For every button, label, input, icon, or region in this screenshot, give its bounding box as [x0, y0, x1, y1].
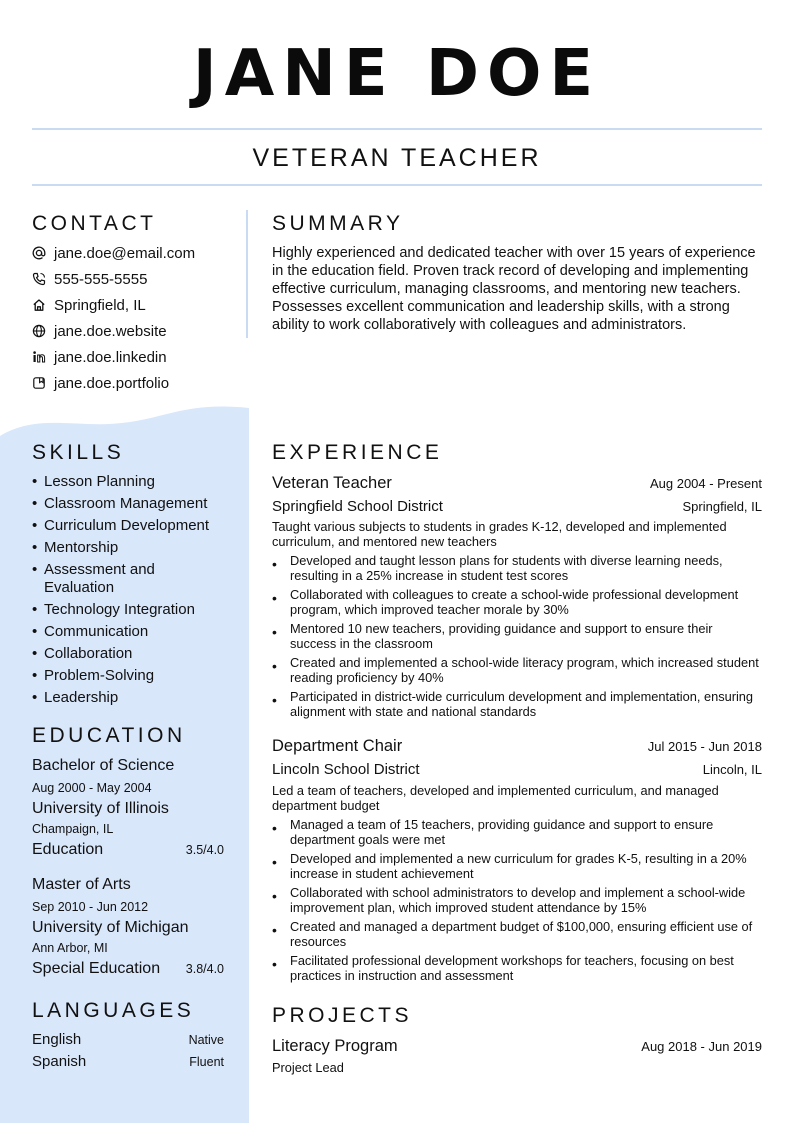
education-field-row	[32, 840, 224, 860]
job-role: Veteran Teacher	[272, 474, 392, 492]
contact-email[interactable]	[32, 240, 195, 266]
job-dates: Aug 2004 - Present	[649, 476, 762, 491]
job-bullet: • Collaborated with colleagues to create a school-wide professional development program, which improved teacher morale by 30%	[272, 587, 739, 617]
skill-item: • Problem-Solving	[32, 667, 155, 684]
globe-icon	[32, 324, 46, 338]
job-bullet: • Created and managed a department budget of $100,000, ensuring efficient use of resources	[272, 919, 753, 949]
job-bullet: • Mentored 10 new teachers, providing guidance and support to ensure their success in the classroom	[272, 621, 713, 651]
job-bullet: • Participated in district-wide curriculum development and implementation, ensuring alignment with state and national standards	[272, 689, 754, 719]
project-role: Project Lead	[272, 1060, 344, 1075]
contact-heading: CONTACT	[32, 212, 157, 235]
experience-heading: EXPERIENCE	[272, 441, 443, 464]
skill-item: • Communication	[32, 623, 149, 640]
job-location: Lincoln, IL	[702, 762, 762, 777]
skills-heading: SKILLS	[32, 441, 125, 464]
contact-email-text: jane.doe@email.com	[54, 244, 196, 262]
project-name: Literacy Program	[272, 1037, 398, 1055]
skill-item: • Mentorship	[32, 539, 119, 556]
summary-heading: SUMMARY	[272, 212, 404, 235]
home-icon	[32, 298, 46, 312]
skill-item: • Technology Integration	[32, 601, 195, 618]
linkedin-icon	[32, 350, 46, 364]
phone-icon	[32, 272, 46, 286]
language-name: English	[32, 1031, 82, 1048]
candidate-name: JANE DOE	[192, 37, 602, 111]
contact-linkedin[interactable]	[32, 344, 167, 370]
education-degree: Master of Arts	[32, 876, 131, 893]
job-title: VETERAN TEACHER	[252, 144, 542, 172]
contact-phone-text: 555-555-5555	[54, 270, 148, 288]
skill-item: • Collaboration	[32, 645, 133, 662]
education-gpa: 3.5/4.0	[185, 843, 224, 857]
contact-location-text: Springfield, IL	[54, 296, 146, 314]
contact-phone[interactable]	[32, 266, 147, 292]
education-location: Ann Arbor, MI	[32, 941, 108, 955]
job-org-row	[272, 497, 762, 517]
contact-website-text: jane.doe.website	[54, 322, 167, 340]
education-field: Education	[32, 841, 104, 858]
project-header	[272, 1035, 762, 1057]
contact-location	[32, 292, 146, 318]
job-bullet: • Collaborated with school administrators to develop and implement a school-wide improvement plan, which improved student attendance by 15%	[272, 885, 746, 915]
job-bullet: • Developed and taught lesson plans for students with diverse learning needs, resulting in a 25% increase in student test scores	[272, 553, 723, 583]
job-location: Springfield, IL	[682, 499, 762, 514]
contact-linkedin-text: jane.doe.linkedin	[54, 348, 167, 366]
education-school: University of Michigan	[32, 919, 189, 936]
job-organization: Lincoln School District	[272, 761, 420, 778]
skill-item: • Leadership	[32, 689, 119, 706]
education-dates: Aug 2000 - May 2004	[32, 781, 152, 795]
job-header	[272, 472, 762, 494]
job-bullet: • Managed a team of 15 teachers, providing guidance and support to ensure department goals were met	[272, 817, 714, 847]
job-bullet: • Facilitated professional development workshops for teachers, focusing on best practices in instruction and assessment	[272, 953, 734, 983]
header-bottom-rule	[32, 184, 762, 186]
job-bullets	[272, 817, 762, 987]
languages-heading: LANGUAGES	[32, 999, 195, 1022]
education-dates: Sep 2010 - Jun 2012	[32, 900, 149, 914]
education-field-row	[32, 959, 224, 979]
education-gpa: 3.8/4.0	[185, 962, 224, 976]
job-description: Led a team of teachers, developed and implemented curriculum, and managed department budget	[272, 783, 719, 813]
education-school: University of Illinois	[32, 800, 169, 817]
contact-portfolio-text: jane.doe.portfolio	[54, 374, 170, 392]
job-bullet: • Created and implemented a school-wide literacy program, which increased student reading proficiency by 40%	[272, 655, 759, 685]
projects-heading: PROJECTS	[272, 1004, 413, 1027]
skill-item: • Assessment and Evaluation	[32, 561, 155, 596]
column-divider	[246, 210, 248, 338]
language-row	[32, 1031, 224, 1049]
language-name: Spanish	[32, 1053, 87, 1070]
job-role: Department Chair	[272, 737, 403, 755]
at-icon	[32, 246, 46, 260]
education-heading: EDUCATION	[32, 724, 186, 747]
language-row	[32, 1053, 224, 1071]
language-level: Native	[188, 1033, 224, 1047]
skill-item: • Lesson Planning	[32, 473, 155, 490]
contact-website[interactable]	[32, 318, 167, 344]
education-degree: Bachelor of Science	[32, 757, 175, 774]
skill-item: • Curriculum Development	[32, 517, 210, 534]
contact-portfolio[interactable]	[32, 370, 169, 396]
job-bullets	[272, 553, 762, 723]
job-description: Taught various subjects to students in grades K-12, developed and implemented curriculum, and mentored new teachers	[272, 519, 727, 549]
portfolio-icon	[32, 376, 46, 390]
project-dates: Aug 2018 - Jun 2019	[641, 1039, 762, 1054]
job-bullet: • Developed and implemented a new curriculum for grades K-5, resulting in a 20% increase in student achievement	[272, 851, 747, 881]
job-header	[272, 735, 762, 757]
language-level: Fluent	[189, 1055, 224, 1069]
education-location: Champaign, IL	[32, 822, 114, 836]
job-organization: Springfield School District	[272, 498, 443, 515]
education-field: Special Education	[32, 960, 161, 977]
header-top-rule	[32, 128, 762, 130]
summary-text: Highly experienced and dedicated teacher with over 15 years of experience in the education field. Proven track record of developing and implementing effective curriculum, managing classrooms, and mentoring new teachers. Possesses excellent communication and leadership skills, with a strong ability to work collaboratively with colleagues and administrators.	[272, 245, 756, 333]
job-dates: Jul 2015 - Jun 2018	[647, 739, 762, 754]
skill-item: • Classroom Management	[32, 495, 208, 512]
job-org-row	[272, 760, 762, 780]
